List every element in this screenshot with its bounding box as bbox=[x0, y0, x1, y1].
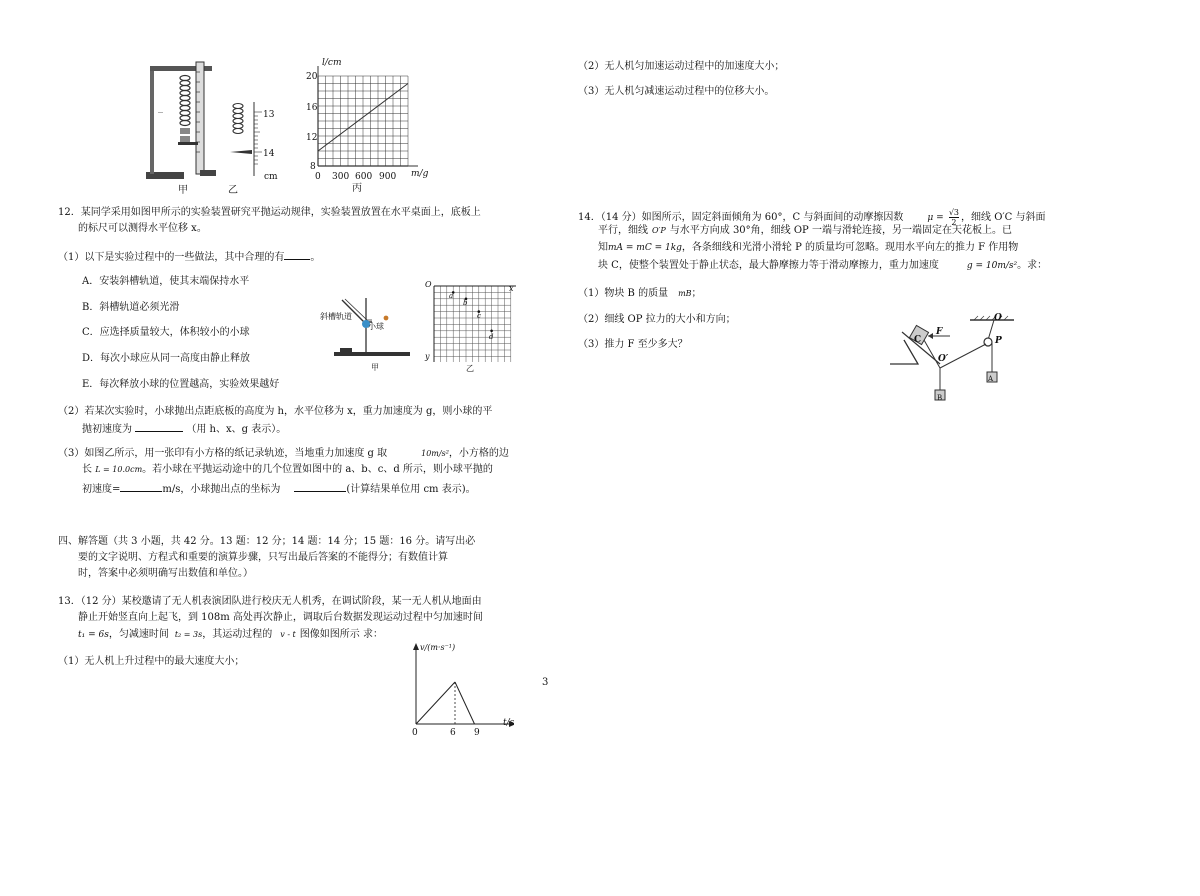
q12-sub3-line3 bbox=[82, 481, 476, 497]
q12-sub3-text1: （3）如图乙所示，用一张印有小方格的纸记录轨迹，当地重力加速度 g 取 bbox=[58, 448, 388, 459]
vt-accel-segment bbox=[416, 682, 455, 724]
q14-g: g = 10m/s² bbox=[966, 261, 1018, 271]
section4-line3: 时，答案中必须明确写出数值和单位。） bbox=[78, 568, 253, 579]
fig-label-o-prime: O′ bbox=[938, 354, 949, 364]
q12-sub1-text: （1）以下是实验过程中的一些做法，其中合理的有 bbox=[58, 252, 285, 263]
q12-sub2-suffix: （用 h、x、g 表示）。 bbox=[186, 424, 287, 435]
caption-yi: 乙 bbox=[228, 185, 238, 196]
q12-sub1-end: 。 bbox=[310, 252, 321, 263]
q12-sub3-line1 bbox=[58, 447, 509, 461]
q12-sub3-text3: 。若小球在平抛运动途中的几个位置如图中的 a、b、c、d 所示，则小球平抛的 bbox=[142, 464, 493, 475]
vt-ylabel: v/(m·s⁻¹) bbox=[420, 643, 456, 652]
section4-line1: 四、解答题（共 3 小题，共 42 分。13 题：12 分；14 题：14 分；15 题：16 分。请写出必 bbox=[58, 536, 476, 547]
q12-option-b: B．斜槽轨道必须光滑 bbox=[82, 302, 180, 313]
q12-option-e: E．每次释放小球的位置越高，实验效果越好 bbox=[82, 379, 280, 390]
fig-label-a: A bbox=[988, 375, 994, 383]
q14-text7: 块 C，使整个装置处于静止状态，最大静摩擦力等于滑动摩擦力，重力加速度 bbox=[598, 260, 939, 271]
q12-sub3-len-prefix: 长 bbox=[82, 464, 92, 475]
q13-sub2: （2）无人机匀加速运动过程中的加速度大小； bbox=[578, 61, 785, 72]
q13-sub3: （3）无人机匀减速运动过程中的位移大小。 bbox=[578, 86, 775, 97]
point-d-label: d bbox=[489, 333, 494, 341]
graph-bing-ytick-16: 16 bbox=[306, 103, 318, 113]
q14-mu: μ = bbox=[927, 213, 944, 223]
q14-stem-line2 bbox=[598, 224, 1012, 238]
graph-bing-ytick-8: 8 bbox=[310, 162, 316, 172]
q14-stem-line4 bbox=[598, 259, 1047, 273]
q12-option-a: A．安装斜槽轨道，使其末端保持水平 bbox=[82, 276, 250, 287]
q14-mu-den: 2 bbox=[951, 218, 957, 227]
incline-pulley-figure bbox=[888, 310, 1024, 406]
ruler-mark-13: 13 bbox=[263, 110, 275, 120]
graph-bing-xtick-600: 600 bbox=[355, 172, 373, 182]
q12-option-d: D．每次小球应从同一高度由静止释放 bbox=[82, 353, 251, 364]
graph-bing-ytick-20: 20 bbox=[306, 72, 318, 82]
fig-label-f: F bbox=[936, 327, 943, 337]
ball-label: 小球 bbox=[368, 322, 384, 331]
grid-y-label: y bbox=[425, 352, 430, 361]
q14-sub1-mb: mB bbox=[678, 289, 692, 298]
graph-bing-ylabel: l/cm bbox=[322, 58, 342, 68]
q14-text2: ，细线 O′C 与斜面 bbox=[961, 212, 1046, 223]
vt-t0: 0 bbox=[412, 728, 418, 738]
caption-bing: 丙 bbox=[352, 183, 362, 194]
q12-sub3-blank1[interactable] bbox=[120, 481, 162, 492]
q14-sub3: （3）推力 F 至少多大？ bbox=[578, 339, 688, 350]
vt-y-arrow bbox=[413, 643, 419, 650]
grid-origin: O bbox=[425, 280, 432, 289]
ruler-mark-14: 14 bbox=[263, 149, 275, 159]
q14-OP: O′P bbox=[652, 226, 666, 235]
fig-label-p: P bbox=[995, 336, 1002, 346]
q12-sub3-L: L = 10.0cm bbox=[95, 465, 143, 474]
q12-sub3-coord: m/s，小球抛出点的坐标为 bbox=[162, 484, 281, 495]
q14-text1: 14．（14 分）如图所示，固定斜面倾角为 60°，C 与斜面间的动摩擦因数 bbox=[578, 212, 904, 223]
graph-bing-ytick-12: 12 bbox=[306, 133, 318, 143]
graph-bing-xlabel: m/g bbox=[411, 169, 429, 179]
q13-decel-text: ，匀减速时间 bbox=[108, 629, 169, 640]
spring-ruler-figure bbox=[222, 96, 292, 180]
q13-graph-text: 图像如图所示 求： bbox=[299, 629, 383, 640]
section4-line2: 要的文字说明、方程式和重要的演算步骤，只写出最后答案的不能得分；有数值计算 bbox=[78, 552, 448, 563]
q14-text8: 。求： bbox=[1017, 260, 1048, 271]
caption-jia: 甲 bbox=[178, 185, 188, 196]
graph-bing-xtick-300: 300 bbox=[332, 172, 350, 182]
q13-process-text: ，其运动过程的 bbox=[202, 629, 273, 640]
q13-stem-line2: 静止开始竖直向上起飞，到 108m 高处再次静止，调取后台数据发现运动过程中匀加速时间 bbox=[78, 612, 483, 623]
graph-bing-xtick-900: 900 bbox=[379, 172, 397, 182]
fig-jia-q12: 甲 bbox=[371, 363, 379, 372]
q13-stem-line1: 13．（12 分）某校邀请了无人机表演团队进行校庆无人机秀，在调试阶段，某一无人机从地面由 bbox=[58, 596, 482, 607]
track-label: 斜槽轨道 bbox=[320, 312, 352, 321]
vt-decel-segment bbox=[455, 682, 475, 724]
trajectory-grid-figure bbox=[426, 278, 516, 362]
page-number: 3 bbox=[542, 677, 549, 688]
q14-sub1-end: ； bbox=[691, 288, 702, 299]
q14-text5: 知 bbox=[598, 242, 608, 253]
q12-sub1-blank[interactable] bbox=[284, 249, 310, 260]
vt-t6: 6 bbox=[450, 728, 456, 738]
q14-masses: mA = mC = 1kg bbox=[608, 243, 682, 253]
q12-sub3-line2 bbox=[82, 463, 493, 477]
svg-text:—: — bbox=[158, 110, 163, 116]
q14-text4: 与水平方向成 30°角，细线 OP 一端与滑轮连接，另一端固定在天花板上。已 bbox=[669, 225, 1012, 236]
q13-t2: t₂ = 3s bbox=[174, 630, 203, 639]
q12-sub2-line1: （2）若某次实验时，小球抛出点距底板的高度为 h，水平位移为 x，重力加速度为 g，则小球的平 bbox=[58, 406, 493, 417]
q14-sub2: （2）细线 OP 拉力的大小和方向； bbox=[578, 314, 736, 325]
q14-mu-num: √3 bbox=[948, 208, 960, 217]
q13-t1: t₁ = 6s bbox=[78, 630, 109, 640]
q14-text6: ，各条细线和光滑小滑轮 P 的质量均可忽略。现用水平向左的推力 F 作用物 bbox=[681, 242, 1019, 253]
fig-label-o: O bbox=[994, 313, 1002, 323]
ruler-unit: cm bbox=[264, 172, 278, 182]
q14-text3: 平行，细线 bbox=[598, 225, 648, 236]
q12-sub2-blank[interactable] bbox=[135, 421, 183, 432]
q13-vt: v - t bbox=[280, 630, 296, 639]
vt-t9: 9 bbox=[474, 728, 480, 738]
q12-sub3-g: 10m/s² bbox=[421, 449, 449, 458]
q12-sub2-line2 bbox=[82, 421, 286, 437]
q12-sub3-note: (计算结果单位用 cm 表示)。 bbox=[346, 484, 476, 495]
q12-sub1 bbox=[58, 249, 320, 265]
q12-sub3-text2: ，小方格的边 bbox=[448, 448, 509, 459]
q13-stem-line3 bbox=[78, 628, 383, 642]
fig-label-c: C bbox=[914, 335, 922, 345]
q12-sub3-blank2[interactable] bbox=[294, 481, 346, 492]
q13-sub1: （1）无人机上升过程中的最大速度大小； bbox=[58, 656, 245, 667]
vt-xlabel: t/s bbox=[503, 718, 515, 728]
point-a-label: a bbox=[449, 292, 454, 300]
fig-yi-q12: 乙 bbox=[466, 364, 474, 373]
q14-stem-line3 bbox=[598, 241, 1018, 255]
q14-sub1 bbox=[578, 287, 702, 301]
q12-stem-line2: 的标尺可以测得水平位移 x。 bbox=[78, 223, 207, 234]
grid-x-label: x bbox=[509, 284, 514, 293]
point-b-label: b bbox=[463, 299, 468, 307]
q12-sub2-prefix: 抛初速度为 bbox=[82, 424, 132, 435]
graph-bing-xtick-0: 0 bbox=[315, 172, 321, 182]
fig-label-b: B bbox=[937, 394, 943, 402]
q12-stem-line1: 12．某同学采用如图甲所示的实验装置研究平抛运动规律，实验装置放置在水平桌面上，底板上 bbox=[58, 207, 481, 218]
q12-option-c: C．应选择质量较大，体积较小的小球 bbox=[82, 327, 250, 338]
q14-sub1-text: （1）物块 B 的质量 bbox=[578, 288, 669, 299]
q12-sub3-v0: 初速度= bbox=[82, 484, 121, 495]
point-c-label: c bbox=[477, 312, 481, 320]
